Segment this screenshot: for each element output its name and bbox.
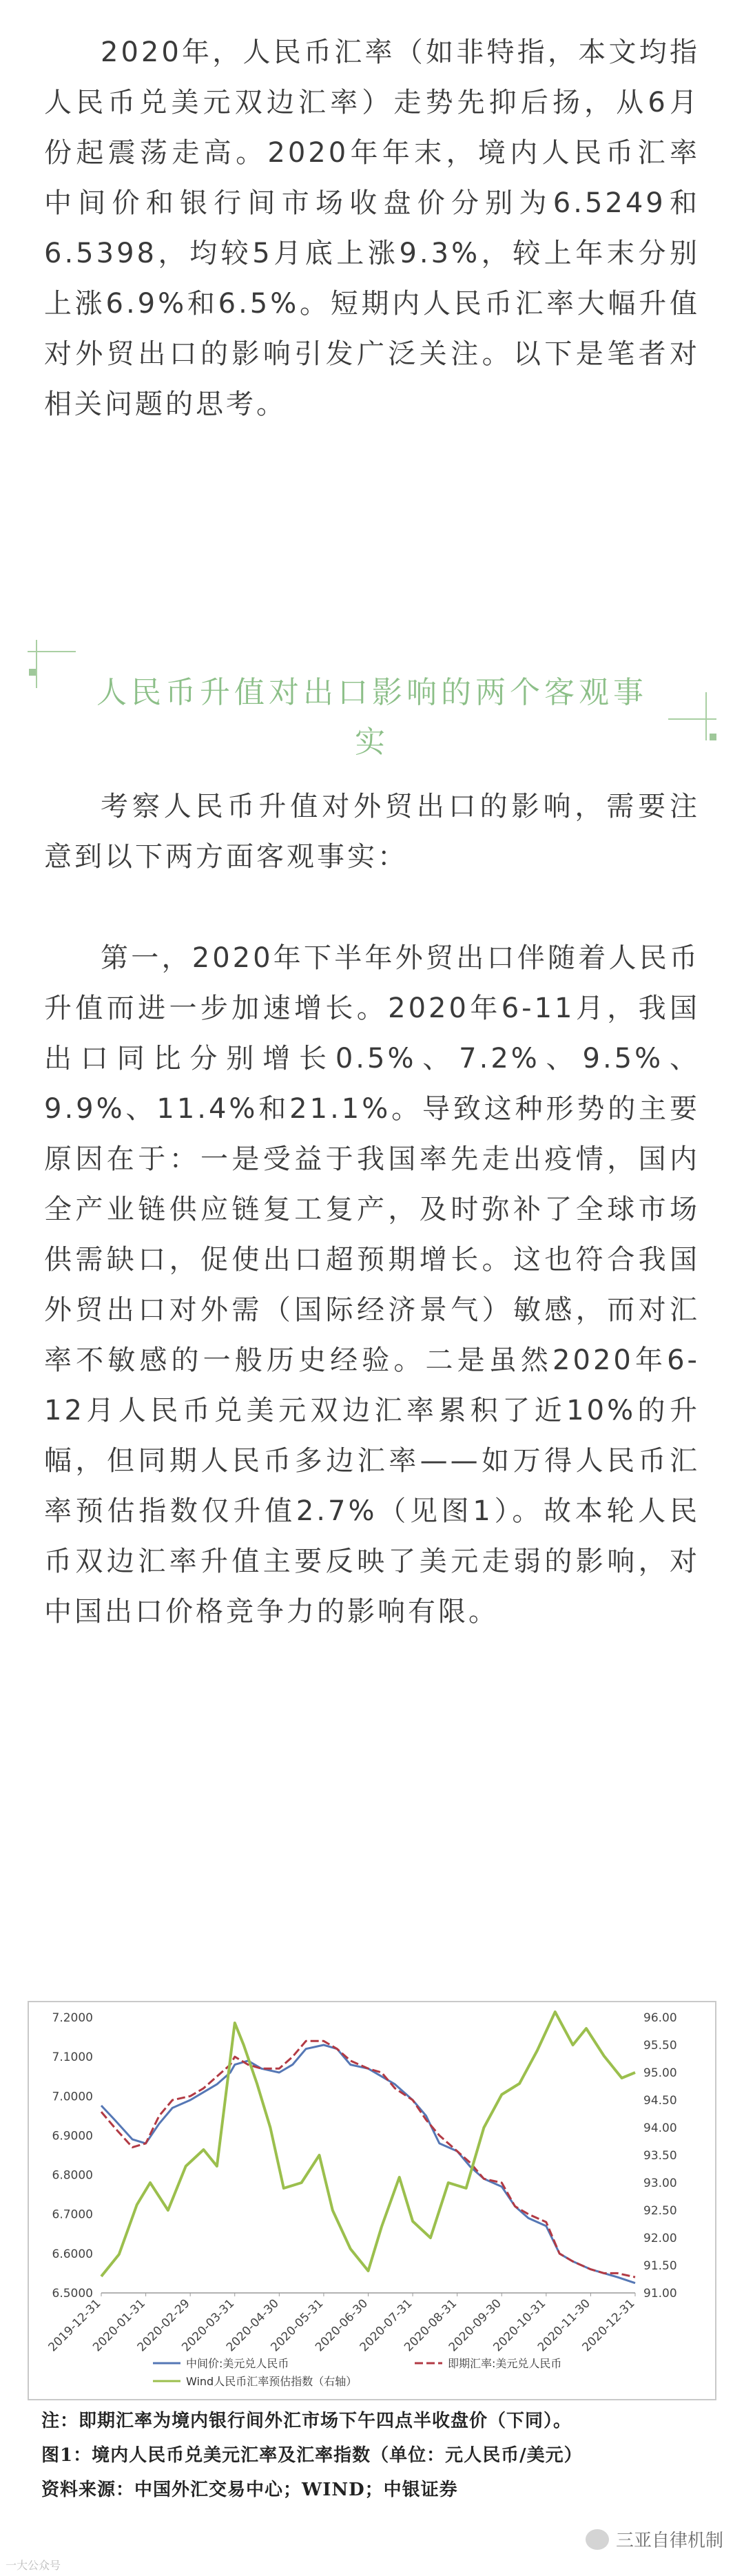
y-left-tick-label: 7.1000 xyxy=(52,2050,93,2065)
y-right-tick-label: 94.00 xyxy=(643,2121,677,2135)
section-heading xyxy=(28,637,716,775)
y-left-tick-label: 6.6000 xyxy=(52,2247,93,2261)
watermark-left: 一大公众号 xyxy=(6,2559,61,2572)
legend-label-1: 中间价:美元兑人民币 xyxy=(186,2357,289,2370)
x-tick-label: 2020-03-31 xyxy=(179,2296,238,2355)
x-tick-label: 2020-06-30 xyxy=(313,2296,371,2355)
y-left-tick-label: 7.0000 xyxy=(52,2090,93,2104)
y-right-tick-label: 95.00 xyxy=(643,2066,677,2080)
x-tick-label: 2020-05-31 xyxy=(268,2296,327,2355)
x-tick-label: 2020-12-31 xyxy=(579,2296,638,2355)
heading-deco-line-right xyxy=(705,692,707,740)
x-tick-label: 2020-10-31 xyxy=(490,2296,549,2355)
x-tick-label: 2019-12-31 xyxy=(45,2296,104,2355)
y-left-tick-label: 6.8000 xyxy=(52,2168,93,2183)
series-line-3 xyxy=(101,2012,635,2276)
x-tick-label: 2020-07-31 xyxy=(357,2296,415,2355)
chart-source: 资料来源：中国外汇交易中心；WIND；中银证券 xyxy=(41,2480,458,2500)
y-right-tick-label: 92.50 xyxy=(643,2204,677,2218)
x-tick-label: 2020-09-30 xyxy=(446,2296,504,2355)
chart-notes xyxy=(41,2404,703,2507)
wechat-icon xyxy=(586,2529,609,2550)
y-right-tick-label: 95.50 xyxy=(643,2039,677,2053)
paragraph-1: 2020年，人民币汇率（如非特指，本文均指人民币兑美元双边汇率）走势先抑后扬，从6月份起震荡走高。2020年年末，境内人民币汇率中间价和银行间市场收盘价分别为6.5249和6.5398，均较5月底上涨9.3%，较上年末分别上涨6.9%和6.5%。短期内人民币汇率大幅升值对外贸出口的影响引发广泛关注。以下是笔者对相关问题的思考。 xyxy=(44,37,700,420)
heading-deco-dot-right xyxy=(710,734,716,740)
heading-deco-dot-left xyxy=(29,669,36,676)
y-right-tick-label: 94.50 xyxy=(643,2094,677,2108)
x-tick-label: 2020-08-31 xyxy=(402,2296,460,2355)
y-right-tick-label: 91.00 xyxy=(643,2287,677,2300)
paragraph-2: 考察人民币升值对外贸出口的影响，需要注意到以下两方面客观事实： xyxy=(44,791,700,873)
legend-label-3: Wind人民币汇率预估指数（右轴） xyxy=(186,2375,358,2388)
exchange-rate-chart xyxy=(29,2002,718,2402)
heading-deco-line-bottom xyxy=(668,718,716,720)
y-right-tick-label: 91.50 xyxy=(643,2259,677,2273)
chart-figure xyxy=(28,2001,716,2400)
y-right-tick-label: 96.00 xyxy=(643,2011,677,2025)
y-right-tick-label: 93.00 xyxy=(643,2177,677,2190)
heading-deco-line-left xyxy=(36,640,37,688)
paragraph-3: 第一，2020年下半年外贸出口伴随着人民币升值而进一步加速增长。2020年6-11月，我国出口同比分别增长0.5%、7.2%、9.5%、9.9%、11.4%和21.1%。导致这种形势的主要原因在于：一是受益于我国率先走出疫情，国内全产业链供应链复工复产，及时弥补了全球市场供需缺口，促使出口超预期增长。这也符合我国外贸出口对外需（国际经济景气）敏感，而对汇率不敏感的一般历史经验。二是虽然2020年6-12月人民币兑美元双边汇率累积了近10%的升幅，但同期人民币多边汇率——如万得人民币汇率预估指数仅升值2.7%（见图1）。故本轮人民币双边汇率升值主要反映了美元走弱的影响，对中国出口价格竞争力的影响有限。 xyxy=(44,942,700,1628)
section-heading-text: 人民币升值对出口影响的两个客观事实 xyxy=(96,675,648,760)
watermark-right-text: 三亚自律机制 xyxy=(615,2531,723,2551)
series-line-2 xyxy=(101,2041,635,2277)
y-left-tick-label: 7.2000 xyxy=(52,2011,93,2025)
y-left-tick-label: 6.9000 xyxy=(52,2129,93,2143)
watermark-right xyxy=(586,2526,723,2552)
heading-deco-line-top xyxy=(28,651,76,652)
series-line-1 xyxy=(101,2045,635,2283)
y-left-tick-label: 6.7000 xyxy=(52,2208,93,2222)
x-tick-label: 2020-11-30 xyxy=(535,2296,593,2355)
legend-label-2: 即期汇率:美元兑人民币 xyxy=(448,2357,562,2370)
y-right-tick-label: 92.00 xyxy=(643,2232,677,2245)
x-tick-label: 2020-02-29 xyxy=(134,2296,193,2355)
y-right-tick-label: 93.50 xyxy=(643,2149,677,2163)
y-left-tick-label: 6.5000 xyxy=(52,2287,93,2300)
x-tick-label: 2020-01-31 xyxy=(90,2296,149,2355)
chart-note: 注：即期汇率为境内银行间外汇市场下午四点半收盘价（下同）。 xyxy=(41,2411,572,2431)
chart-caption: 图1：境内人民币兑美元汇率及汇率指数（单位：元人民币/美元） xyxy=(41,2445,583,2466)
x-tick-label: 2020-04-30 xyxy=(223,2296,282,2355)
